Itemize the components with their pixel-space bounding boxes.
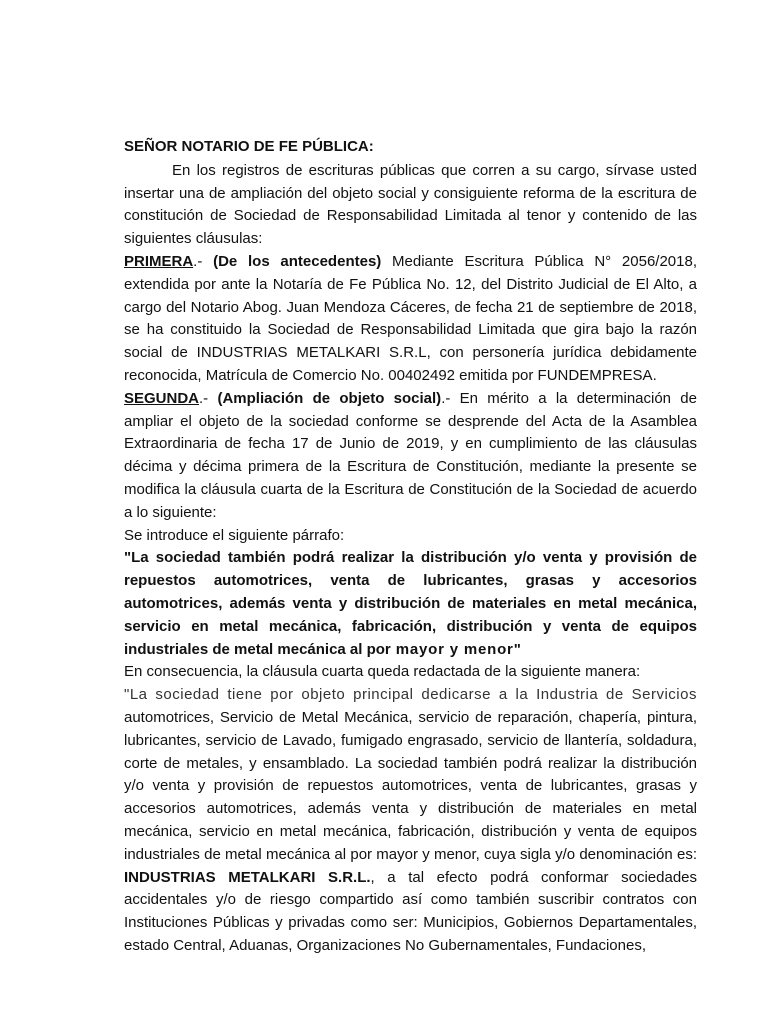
intro-new-paragraph: Se introduce el siguiente párrafo: (124, 526, 345, 544)
clause-primera-text: Mediante Escritura Pública N° 2056/2018, extendida por ante la Notaría de Fe Pública No. 12, del Distrito Judicial de El Alto, a cargo del Notario Abog. Juan Mendoza Cáceres, de fecha 21 de septiembre de 2018, se ha constituido la Sociedad de Responsabilidad Limitada que gira bajo la razón social de INDUSTRIAS METALKARI S.R.L, con personería jurídica debidamente reconocida, Matrícula de Comercio No. 00402492 emitida por FUNDEMPRESA. (124, 252, 697, 384)
document-heading: SEÑOR NOTARIO DE FE PÚBLICA: (124, 138, 374, 155)
clause-primera-separator: .- (193, 252, 214, 270)
consequence-line: En consecuencia, la cláusula cuarta queda redactada de la siguiente manera: (124, 663, 641, 681)
clause-segunda-title: (Ampliación de objeto social) (217, 389, 442, 407)
clause-cuarta-first-line: "La sociedad tiene por objeto principal dedicarse a la Industria de Servicios (124, 686, 697, 704)
clause-primera (124, 251, 697, 388)
new-paragraph-text: "La sociedad también podrá realizar la distribución y/o venta y provisión de repuestos automotrices, venta de lubricantes, grasas y accesorios automotrices, además venta y distribución de materiales en metal mecánica, servicio en metal mecánica, fabricación, distribución y venta de equipos industriales de metal mecánica al por (124, 549, 697, 658)
clause-segunda-text: .- En mérito a la determinación de ampliar el objeto de la sociedad conforme se desprende del Acta de la Asamblea Extraordinaria de fecha 17 de Junio de 2019, y en cumplimiento de las cláusulas décima y décima primera de la Escritura de Constitución, mediante la presente se modifica la cláusula cuarta de la Escritura de Constitución de la Sociedad de acuerdo a lo siguiente: (124, 389, 697, 521)
clause-cuarta-body-1: automotrices, Servicio de Metal Mecánica, servicio de reparación, chapería, pintura, lubricantes, servicio de Lavado, fumigado engrasado, servicio de llantería, soldadura, corte de metales, y ensamblado. La sociedad también podrá realizar la distribución y/o venta y provisión de repuestos automotrices, venta de lubricantes, grasas y accesorios automotrices, además venta y distribución de materiales en metal mecánica, servicio en metal mecánica, fabricación, distribución y venta de equipos industriales de metal mecánica al por mayor y menor, cuya sigla y/o denominación es: (124, 708, 697, 863)
clause-segunda-separator: .- (199, 389, 218, 407)
company-name: INDUSTRIAS METALKARI S.R.L. (124, 868, 371, 886)
clause-cuarta-body-2: , a tal efecto podrá conformar sociedades accidentales y/o de riesgo compartido así como también suscribir contratos con Instituciones Públicas y privadas como ser: Municipios, Gobiernos Departamentales, estado Central, Aduanas, Organizaciones No Gubernamentales, Fundaciones, (124, 868, 697, 954)
new-paragraph-end: mayor y menor" (390, 640, 522, 658)
clause-primera-label: PRIMERA (124, 252, 194, 270)
clause-cuarta-text (124, 684, 697, 958)
new-paragraph-quote (124, 547, 697, 661)
clause-primera-title: (De los antecedentes) (213, 252, 382, 270)
intro-paragraph: En los registros de escrituras públicas que corren a su cargo, sírvase usted insertar una de ampliación del objeto social y consiguiente reforma de la escritura de constitución de Sociedad de Responsabilidad Limitada al tenor y contenido de las siguientes cláusulas: (124, 161, 697, 248)
clause-segunda (124, 388, 697, 525)
clause-segunda-label: SEGUNDA (124, 389, 200, 407)
